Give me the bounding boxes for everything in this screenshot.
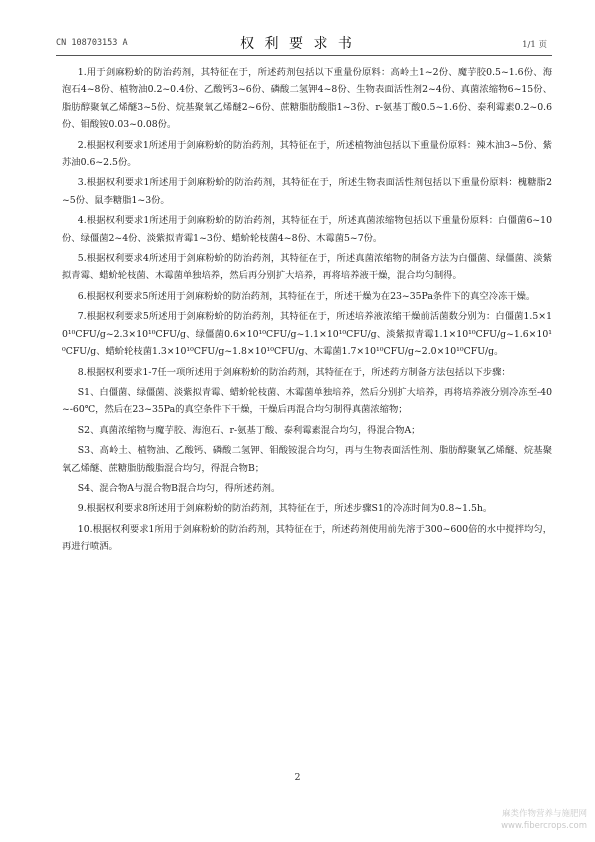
claim-6: 6.根据权利要求5所述用于剑麻粉蚧的防治药剂，其特征在于，所述干燥为在23~35Pa条件下的真空冷冻干燥。 (77, 290, 536, 302)
claim-8-step-s2: S2、真菌浓缩物与魔芋胶、海泡石、r-氨基丁酸、泰利霉素混合均匀，得混合物A； (77, 424, 421, 436)
claim-8-step-s4: S4、混合物A与混合物B混合均匀，得所述药剂。 (77, 482, 281, 494)
page-number: 2 (294, 772, 301, 783)
watermark-url: www.fibercrops.com (501, 821, 587, 831)
claim-7: 7.根据权利要求5所述用于剑麻粉蚧的防治药剂，其特征在于，所述培养液浓缩干燥前活菌数分别为：白僵菌1.5×10¹⁰CFU/g~2.3×10¹⁰CFU/g、绿僵菌0.6×10¹⁰CFU/g~1.1×10¹⁰CFU/g、淡紫拟青霉1.1×10¹⁰CFU/g~1.6×10¹⁰CFU/g、蜡蚧轮枝菌1.3×10¹⁰CFU/g~1.8×10¹⁰CFU/g、木霉菌1.7×10¹⁰CFU/g~2.0×10¹⁰CFU/g。 (62, 311, 552, 358)
header-divider (56, 55, 552, 56)
page-indicator: 1/1 页 (522, 40, 547, 50)
claims-body (62, 64, 552, 559)
claim-8-step-s3: S3、高岭土、植物油、乙酸钙、磷酸二氢钾、钼酸铵混合均匀，再与生物表面活性剂、脂肪醇聚氧乙烯醚、烷基聚氧乙烯醚、蔗糖脂肪酸脂混合均匀，得混合物B； (62, 445, 552, 474)
document-title: 权 利 要 求 书 (240, 36, 355, 52)
claim-2: 2.根据权利要求1所述用于剑麻粉蚧的防治药剂，其特征在于，所述植物油包括以下重量份原料：辣木油3~5份、紫苏油0.6~2.5份。 (62, 139, 552, 169)
watermark (501, 808, 587, 832)
claim-4: 4.根据权利要求1所述用于剑麻粉蚧的防治药剂，其特征在于，所述真菌浓缩物包括以下重量份原料：白僵菌6~10份、绿僵菌2~4份、淡紫拟青霉1~3份、蜡蚧轮枝菌4~8份、木霉菌5~7份。 (62, 215, 552, 244)
claim-10: 10.根据权利要求1所用于剑麻粉蚧的防治药剂，其特征在于，所述药剂使用前先溶于300~600倍的水中搅拌均匀，再进行喷洒。 (62, 523, 552, 553)
claim-3: 3.根据权利要求1所述用于剑麻粉蚧的防治药剂，其特征在于，所述生物表面活性剂包括以下重量份原料：槐糖脂2~5份、鼠李糖脂1~3份。 (62, 177, 552, 206)
claim-8-step-s1: S1、白僵菌、绿僵菌、淡紫拟青霉、蜡蚧轮枝菌、木霉菌单独培养，然后分别扩大培养，再将培养液分别冷冻至-40~-60℃，然后在23~35Pa的真空条件下干燥，干燥后再混合均匀制得真菌浓缩物； (62, 386, 552, 416)
watermark-title: 麻类作物营养与施肥网 (501, 809, 587, 819)
claim-5: 5.根据权利要求4所述用于剑麻粉蚧的防治药剂，其特征在于，所述真菌浓缩物的制备方法为白僵菌、绿僵菌、淡紫拟青霉、蜡蚧轮枝菌、木霉菌单独培养，然后再分别扩大培养，再将培养液干燥，混合均匀制得。 (62, 253, 552, 282)
claim-9: 9.根据权利要求8所述用于剑麻粉蚧的防治药剂，其特征在于，所述步骤S1的冷冻时间为0.8~1.5h。 (77, 503, 493, 515)
claim-1: 1.用于剑麻粉蚧的防治药剂，其特征在于，所述药剂包括以下重量份原料：高岭土1~2份、魔芋胶0.5~1.6份、海泡石4~8份、植物油0.2~0.4份、乙酸钙3~6份、磷酸二氢钾4~8份、生物表面活性剂2~4份、真菌浓缩物6~15份、脂肪醇聚氧乙烯醚3~5份、烷基聚氧乙烯醚2~6份、蔗糖脂肪酸脂1~3份、r-氨基丁酸0.5~1.6份、泰利霉素0.2~0.6份、钼酸铵0.03~0.08份。 (62, 67, 552, 131)
document-number: CN 108703153 A (56, 38, 128, 48)
claim-8: 8.根据权利要求1-7任一项所述用于剑麻粉蚧的防治药剂，其特征在于，所述药方制备方法包括以下步骤： (77, 366, 511, 378)
